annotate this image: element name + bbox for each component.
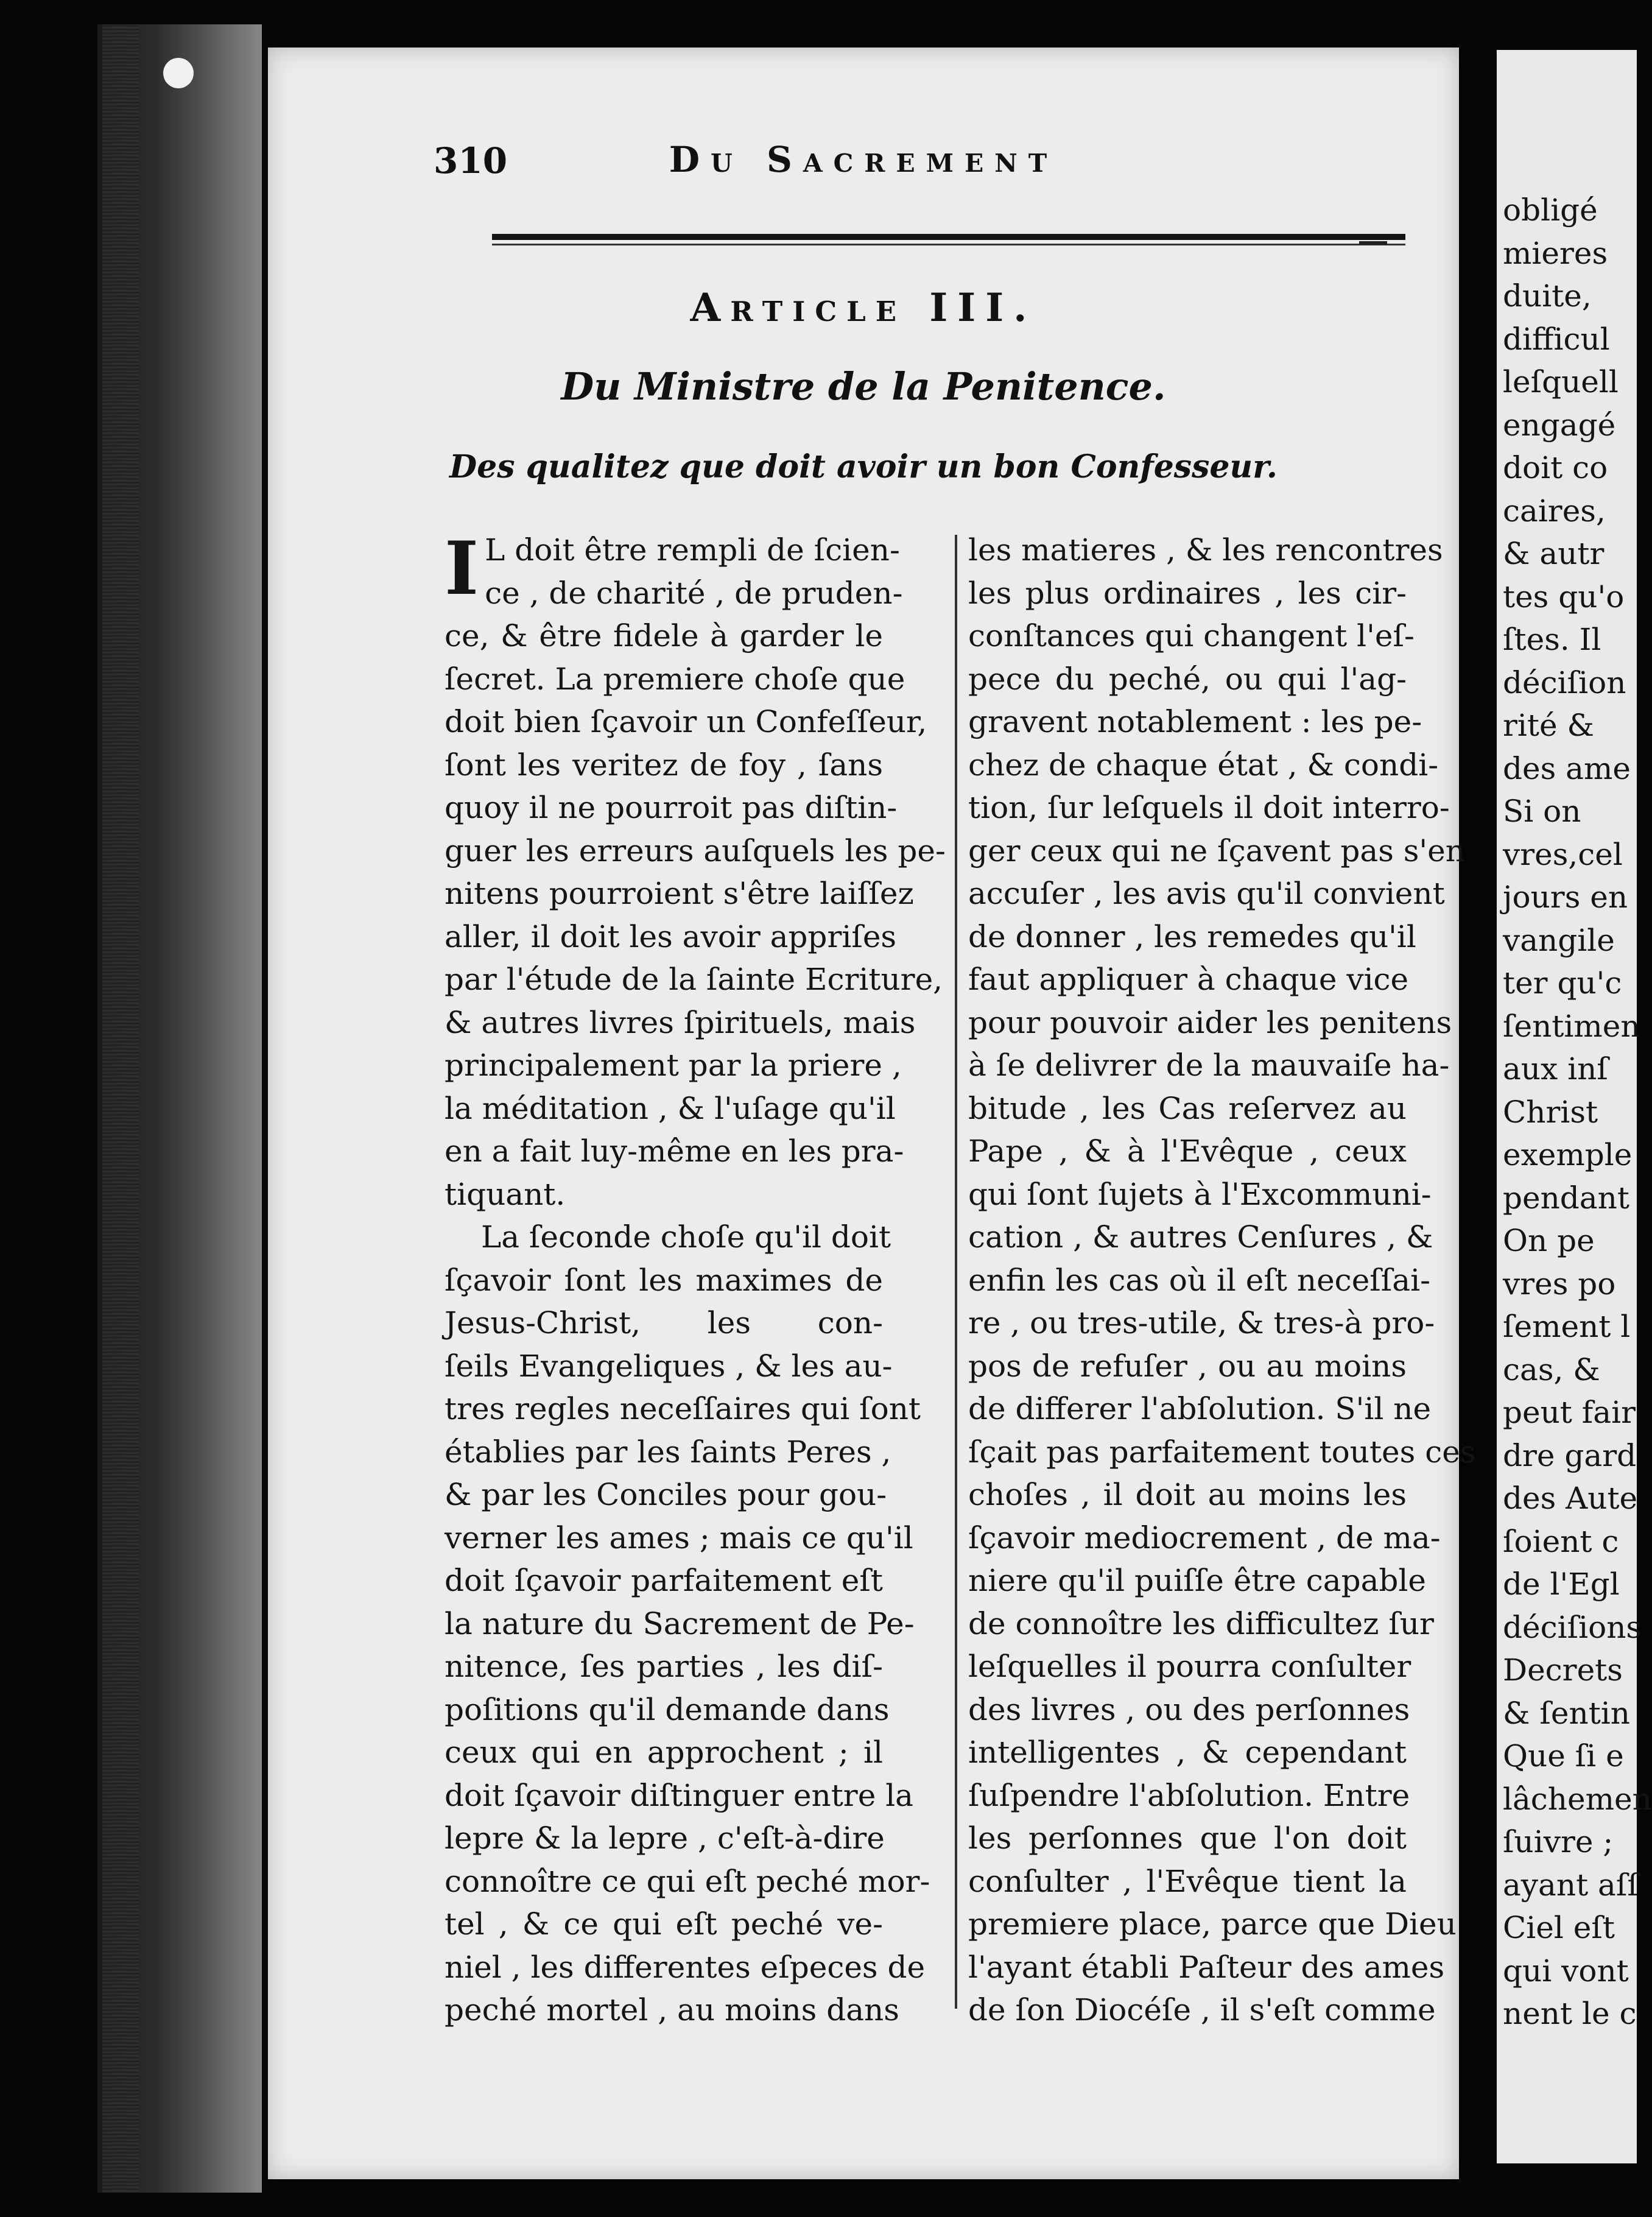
facing-text-line: ſentimen <box>1503 1008 1640 1044</box>
margin-mark <box>1359 241 1387 245</box>
text-line: poſitions qu'il demande dans <box>445 1691 890 1727</box>
text-line: Pape , & à l'Evêque , ceux <box>968 1133 1407 1169</box>
text-line: ce, & être fidele à garder le <box>445 618 883 654</box>
facing-text-line: de l'Egl <box>1503 1567 1620 1602</box>
article-number: Article III. <box>690 285 1037 331</box>
text-line: gravent notablement : les pe- <box>968 704 1422 739</box>
text-line: peché mortel , au moins dans <box>445 1992 899 2028</box>
text-line: accuſer , les avis qu'il convient <box>968 876 1445 911</box>
text-line: principalement par la priere , <box>445 1048 902 1083</box>
facing-text-line: qui vont <box>1503 1953 1629 1989</box>
text-line: les perſonnes que l'on doit <box>968 1820 1407 1856</box>
facing-text-line: pendant <box>1503 1180 1629 1216</box>
text-line: tion, ſur leſquels il doit interro- <box>968 790 1450 825</box>
facing-text-line: caires, <box>1503 493 1606 529</box>
facing-text-line: duite, <box>1503 278 1592 314</box>
facing-text-line: déciſions <box>1503 1609 1642 1645</box>
facing-text-line: difficul <box>1503 321 1610 357</box>
text-line: ſçavoir ſont les maximes de <box>445 1262 883 1298</box>
facing-text-line: ſoient c <box>1503 1523 1619 1559</box>
facing-text-line: Si on <box>1503 794 1581 829</box>
facing-text-line: leſquell <box>1503 364 1619 400</box>
text-line: de ſon Diocéſe , il s'eſt comme <box>968 1992 1436 2028</box>
text-line: intelligentes , & cependant <box>968 1735 1407 1770</box>
facing-text-line: Christ <box>1503 1094 1598 1130</box>
text-line: guer les erreurs auſquels les pe- <box>445 833 946 869</box>
facing-page-text <box>1503 189 1652 2035</box>
facing-text-line: ſement l <box>1503 1309 1631 1344</box>
text-line: doit ſçavoir parfaitement eſt <box>445 1563 883 1598</box>
text-line: tel , & ce qui eſt peché ve- <box>445 1906 883 1942</box>
text-line: aller, il doit les avoir appriſes <box>445 918 897 954</box>
facing-text-line: ſtes. Il <box>1503 622 1601 657</box>
facing-text-line: déciſion <box>1503 664 1626 700</box>
text-line: par l'étude de la ſainte Ecriture, <box>445 962 943 997</box>
text-line: ſçavoir mediocrement , de ma- <box>968 1520 1441 1556</box>
text-line: bitude , les Cas reſervez au <box>968 1090 1407 1126</box>
text-line: des livres , ou des perſonnes <box>968 1691 1410 1727</box>
facing-text-line: vangile <box>1503 922 1615 958</box>
facing-text-line: jours en <box>1503 879 1628 915</box>
text-line: l'ayant établi Paſteur des ames <box>968 1949 1445 1985</box>
facing-text-line: Ciel eſt <box>1503 1910 1615 1945</box>
text-line: nitence, ſes parties , les diſ- <box>445 1649 883 1684</box>
text-line: de connoître les difficultez ſur <box>968 1605 1434 1641</box>
text-line: Jesus-Christ, les con- <box>445 1305 883 1341</box>
text-line: ſecret. La premiere choſe que <box>445 661 905 697</box>
text-line: pos de refuſer , ou au moins <box>968 1348 1407 1384</box>
facing-text-line: ayant aſſ <box>1503 1867 1639 1903</box>
text-line: L doit être rempli de ſcien- <box>485 532 900 568</box>
text-line: ger ceux qui ne ſçavent pas s'en <box>968 833 1465 869</box>
text-line: quoy il ne pourroit pas diſtin- <box>445 790 898 825</box>
text-line: établies par les ſaints Peres , <box>445 1434 891 1470</box>
facing-text-line: Decrets <box>1503 1652 1623 1688</box>
text-line: ceux qui en approchent ; il <box>445 1735 883 1770</box>
text-line: enfin les cas où il eſt neceſſai- <box>968 1262 1430 1298</box>
facing-text-line: vres,cel <box>1503 836 1623 872</box>
text-line: leſquelles il pourra conſulter <box>968 1649 1411 1684</box>
text-line: de donner , les remedes qu'il <box>968 918 1416 954</box>
page-number: 310 <box>434 140 508 182</box>
section-heading: Des qualitez que doit avoir un bon Confesseur. <box>449 448 1278 485</box>
text-line: à ſe delivrer de la mauvaiſe ha- <box>968 1048 1450 1083</box>
facing-text-line: & autr <box>1503 536 1605 571</box>
text-line: lepre & la lepre , c'eſt-à-dire <box>445 1820 885 1856</box>
text-line: la nature du Sacrement de Pe- <box>445 1605 915 1641</box>
facing-text-line: ſuivre ; <box>1503 1824 1614 1859</box>
facing-text-line: nent le c <box>1503 1996 1637 2031</box>
text-line: chez de chaque état , & condi- <box>968 747 1439 783</box>
text-line: ſçait pas parfaitement toutes ces <box>968 1434 1476 1470</box>
text-line: conſtances qui changent l'eſ- <box>968 618 1415 654</box>
text-line: ce , de charité , de pruden- <box>485 575 903 611</box>
text-line: en a fait luy-même en les pra- <box>445 1133 904 1169</box>
text-line: la méditation , & l'uſage qu'il <box>445 1090 896 1126</box>
book-page <box>268 48 1476 2179</box>
facing-text-line: rité & <box>1503 708 1594 743</box>
header-rule <box>492 234 1405 240</box>
header-rule-thin <box>492 244 1405 245</box>
facing-text-line: engagé <box>1503 407 1616 443</box>
text-line: choſes , il doit au moins les <box>968 1477 1407 1512</box>
text-line: nitens pourroient s'être laiſſez <box>445 876 914 911</box>
text-line: ſuſpendre l'abſolution. Entre <box>968 1777 1410 1813</box>
text-line: & par les Conciles pour gou- <box>445 1477 887 1512</box>
text-line: La ſeconde choſe qu'il doit <box>481 1219 891 1255</box>
facing-text-line: vres po <box>1503 1266 1616 1302</box>
left-text-column <box>445 526 946 2032</box>
text-line: ſont les veritez de foy , ſans <box>445 747 883 783</box>
text-line: qui ſont ſujets à l'Excommuni- <box>968 1176 1432 1212</box>
drop-cap: I <box>445 526 479 612</box>
facing-text-line: doit co <box>1503 450 1608 485</box>
text-line: premiere place, parce que Dieu <box>968 1906 1457 1942</box>
text-line: & autres livres ſpirituels, mais <box>445 1004 916 1040</box>
text-line: pour pouvoir aider les penitens <box>968 1004 1452 1040</box>
right-text-column <box>968 529 1476 2032</box>
facing-text-line: lâchemen <box>1503 1781 1652 1817</box>
facing-text-line: mieres <box>1503 235 1608 271</box>
text-line: cation , & autres Cenſures , & <box>968 1219 1433 1255</box>
facing-text-line: peut fair <box>1503 1395 1636 1430</box>
facing-text-line: exemple <box>1503 1137 1633 1172</box>
facing-text-line: On pe <box>1503 1223 1595 1258</box>
text-line: pece du peché, ou qui l'ag- <box>968 661 1407 697</box>
text-line: tiquant. <box>445 1176 566 1212</box>
facing-page <box>1497 50 1652 2163</box>
text-line: conſulter , l'Evêque tient la <box>968 1863 1407 1899</box>
facing-text-line: tes qu'o <box>1503 579 1625 615</box>
text-line: re , ou tres-utile, & tres-à pro- <box>968 1305 1435 1341</box>
text-line: faut appliquer à chaque vice <box>968 962 1409 997</box>
facing-text-line: des ame <box>1503 750 1631 786</box>
book-edge <box>102 24 139 2193</box>
facing-text-line: & ſentin <box>1503 1695 1630 1731</box>
text-line: les plus ordinaires , les cir- <box>968 575 1407 611</box>
facing-text-line: obligé <box>1503 192 1598 228</box>
text-line: les matieres , & les rencontres <box>968 532 1443 568</box>
text-line: verner les ames ; mais ce qu'il <box>445 1520 913 1556</box>
text-line: de differer l'abſolution. S'il ne <box>968 1391 1432 1426</box>
text-line: niere qu'il puiſſe être capable <box>968 1563 1426 1598</box>
facing-text-line: aux inſ <box>1503 1051 1608 1087</box>
facing-text-line: des Aute <box>1503 1481 1638 1516</box>
facing-text-line: cas, & <box>1503 1352 1600 1387</box>
scan-artifact <box>163 58 194 88</box>
facing-text-line: Que ſi e <box>1503 1738 1624 1774</box>
article-subtitle: Du Ministre de la Penitence. <box>561 364 1166 409</box>
running-head: Du Sacrement <box>669 139 1058 180</box>
text-line: doit ſçavoir diſtinguer entre la <box>445 1777 913 1813</box>
facing-text-line: dre gard <box>1503 1437 1637 1473</box>
text-line: connoître ce qui eſt peché mor- <box>445 1863 930 1899</box>
facing-text-line: ter qu'c <box>1503 965 1622 1001</box>
text-line: tres regles neceſſaires qui ſont <box>445 1391 921 1426</box>
text-line: ſeils Evangeliques , & les au- <box>445 1348 893 1384</box>
column-divider <box>955 535 957 2009</box>
text-line: doit bien ſçavoir un Confeſſeur, <box>445 704 927 739</box>
text-line: niel , les differentes eſpeces de <box>445 1949 926 1985</box>
